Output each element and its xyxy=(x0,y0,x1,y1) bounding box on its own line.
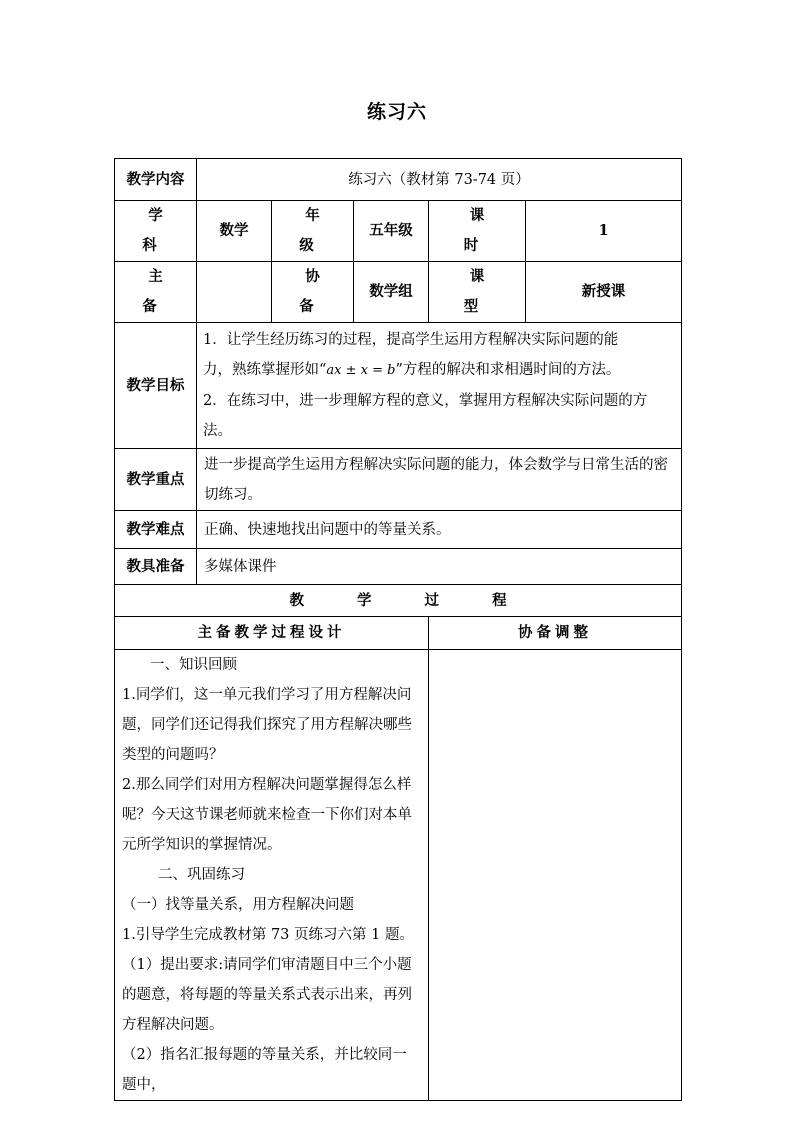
content-row xyxy=(115,159,682,201)
grade-label: 年 级 xyxy=(272,201,354,262)
assist-label: 协 备 xyxy=(272,262,354,323)
paragraph: （1）提出要求:请同学们审清题目中三个小题的题意，将每题的等量关系式表示出来，再列方程解决问题。 xyxy=(122,957,412,1033)
tools-value: 多媒体课件 xyxy=(197,549,682,585)
adjust-header: 协备调整 xyxy=(429,617,682,650)
tools-row xyxy=(115,549,682,585)
content-value: 练习六（教材第 73-74 页） xyxy=(197,159,682,201)
lesson-plan-table xyxy=(114,158,682,1101)
subject-value: 数学 xyxy=(197,201,272,262)
key-row xyxy=(115,449,682,511)
goal-text-post: ”方程的解决和求相遇时间的方法。 xyxy=(395,362,621,378)
process-title: 教 学 过 程 xyxy=(115,585,682,617)
goals-row xyxy=(115,323,682,449)
section-heading: 二、巩固练习 xyxy=(158,867,245,883)
paragraph: 1.引导学生完成教材第 73 页练习六第 1 题。 xyxy=(122,927,414,943)
subject-row xyxy=(115,201,682,262)
paragraph: 1.同学们，这一单元我们学习了用方程解决问题，同学们还记得我们探究了用方程解决哪些类型的问题吗？ xyxy=(122,687,412,763)
subject-label: 学 科 xyxy=(115,201,197,262)
main-design-header: 主备教学过程设计 xyxy=(115,617,429,650)
paragraph: 2.那么同学们对用方程解决问题掌握得怎么样呢？今天这节课老师就来检查一下你们对本单元所学知识的掌握情况。 xyxy=(122,777,412,853)
prep-row xyxy=(115,262,682,323)
process-body-row xyxy=(115,650,682,1101)
grade-value: 五年级 xyxy=(354,201,429,262)
goal-line-1b xyxy=(203,355,675,386)
section-heading: 一、知识回顾 xyxy=(150,657,237,673)
period-label: 课 时 xyxy=(429,201,526,262)
prep-label: 主 备 xyxy=(115,262,197,323)
goal-text-pre: 力，熟练掌握形如“ xyxy=(203,362,327,378)
goal-line-2: 2．在练习中，进一步理解方程的意义，掌握用方程解决实际问题的方法。 xyxy=(203,393,648,439)
difficulty-row xyxy=(115,511,682,549)
process-title-row xyxy=(115,585,682,617)
page-title: 练习六 xyxy=(366,101,427,123)
difficulty-label: 教学难点 xyxy=(115,511,197,549)
content-label: 教学内容 xyxy=(115,159,197,201)
adjust-body xyxy=(429,650,682,1101)
goal-line-1a: 1．让学生经历练习的过程，提高学生运用方程解决实际问题的能 xyxy=(203,332,619,348)
prep-value xyxy=(197,262,272,323)
period-value: 1 xyxy=(526,201,682,262)
process-header-row xyxy=(115,617,682,650)
type-value: 新授课 xyxy=(526,262,682,323)
goals-value xyxy=(197,323,682,449)
main-design-body xyxy=(115,650,429,1101)
paragraph: （2）指名汇报每题的等量关系，并比较同一题中， xyxy=(122,1047,407,1093)
key-label: 教学重点 xyxy=(115,449,197,511)
type-label: 课 型 xyxy=(429,262,526,323)
goals-label: 教学目标 xyxy=(115,323,197,449)
key-value: 进一步提高学生运用方程解决实际问题的能力，体会数学与日常生活的密切练习。 xyxy=(197,449,682,511)
assist-value: 数学组 xyxy=(354,262,429,323)
difficulty-value: 正确、快速地找出问题中的等量关系。 xyxy=(197,511,682,549)
equation-formula: ax ± x = b xyxy=(326,363,396,378)
tools-label: 教具准备 xyxy=(115,549,197,585)
paragraph: （一）找等量关系，用方程解决问题 xyxy=(122,897,354,913)
